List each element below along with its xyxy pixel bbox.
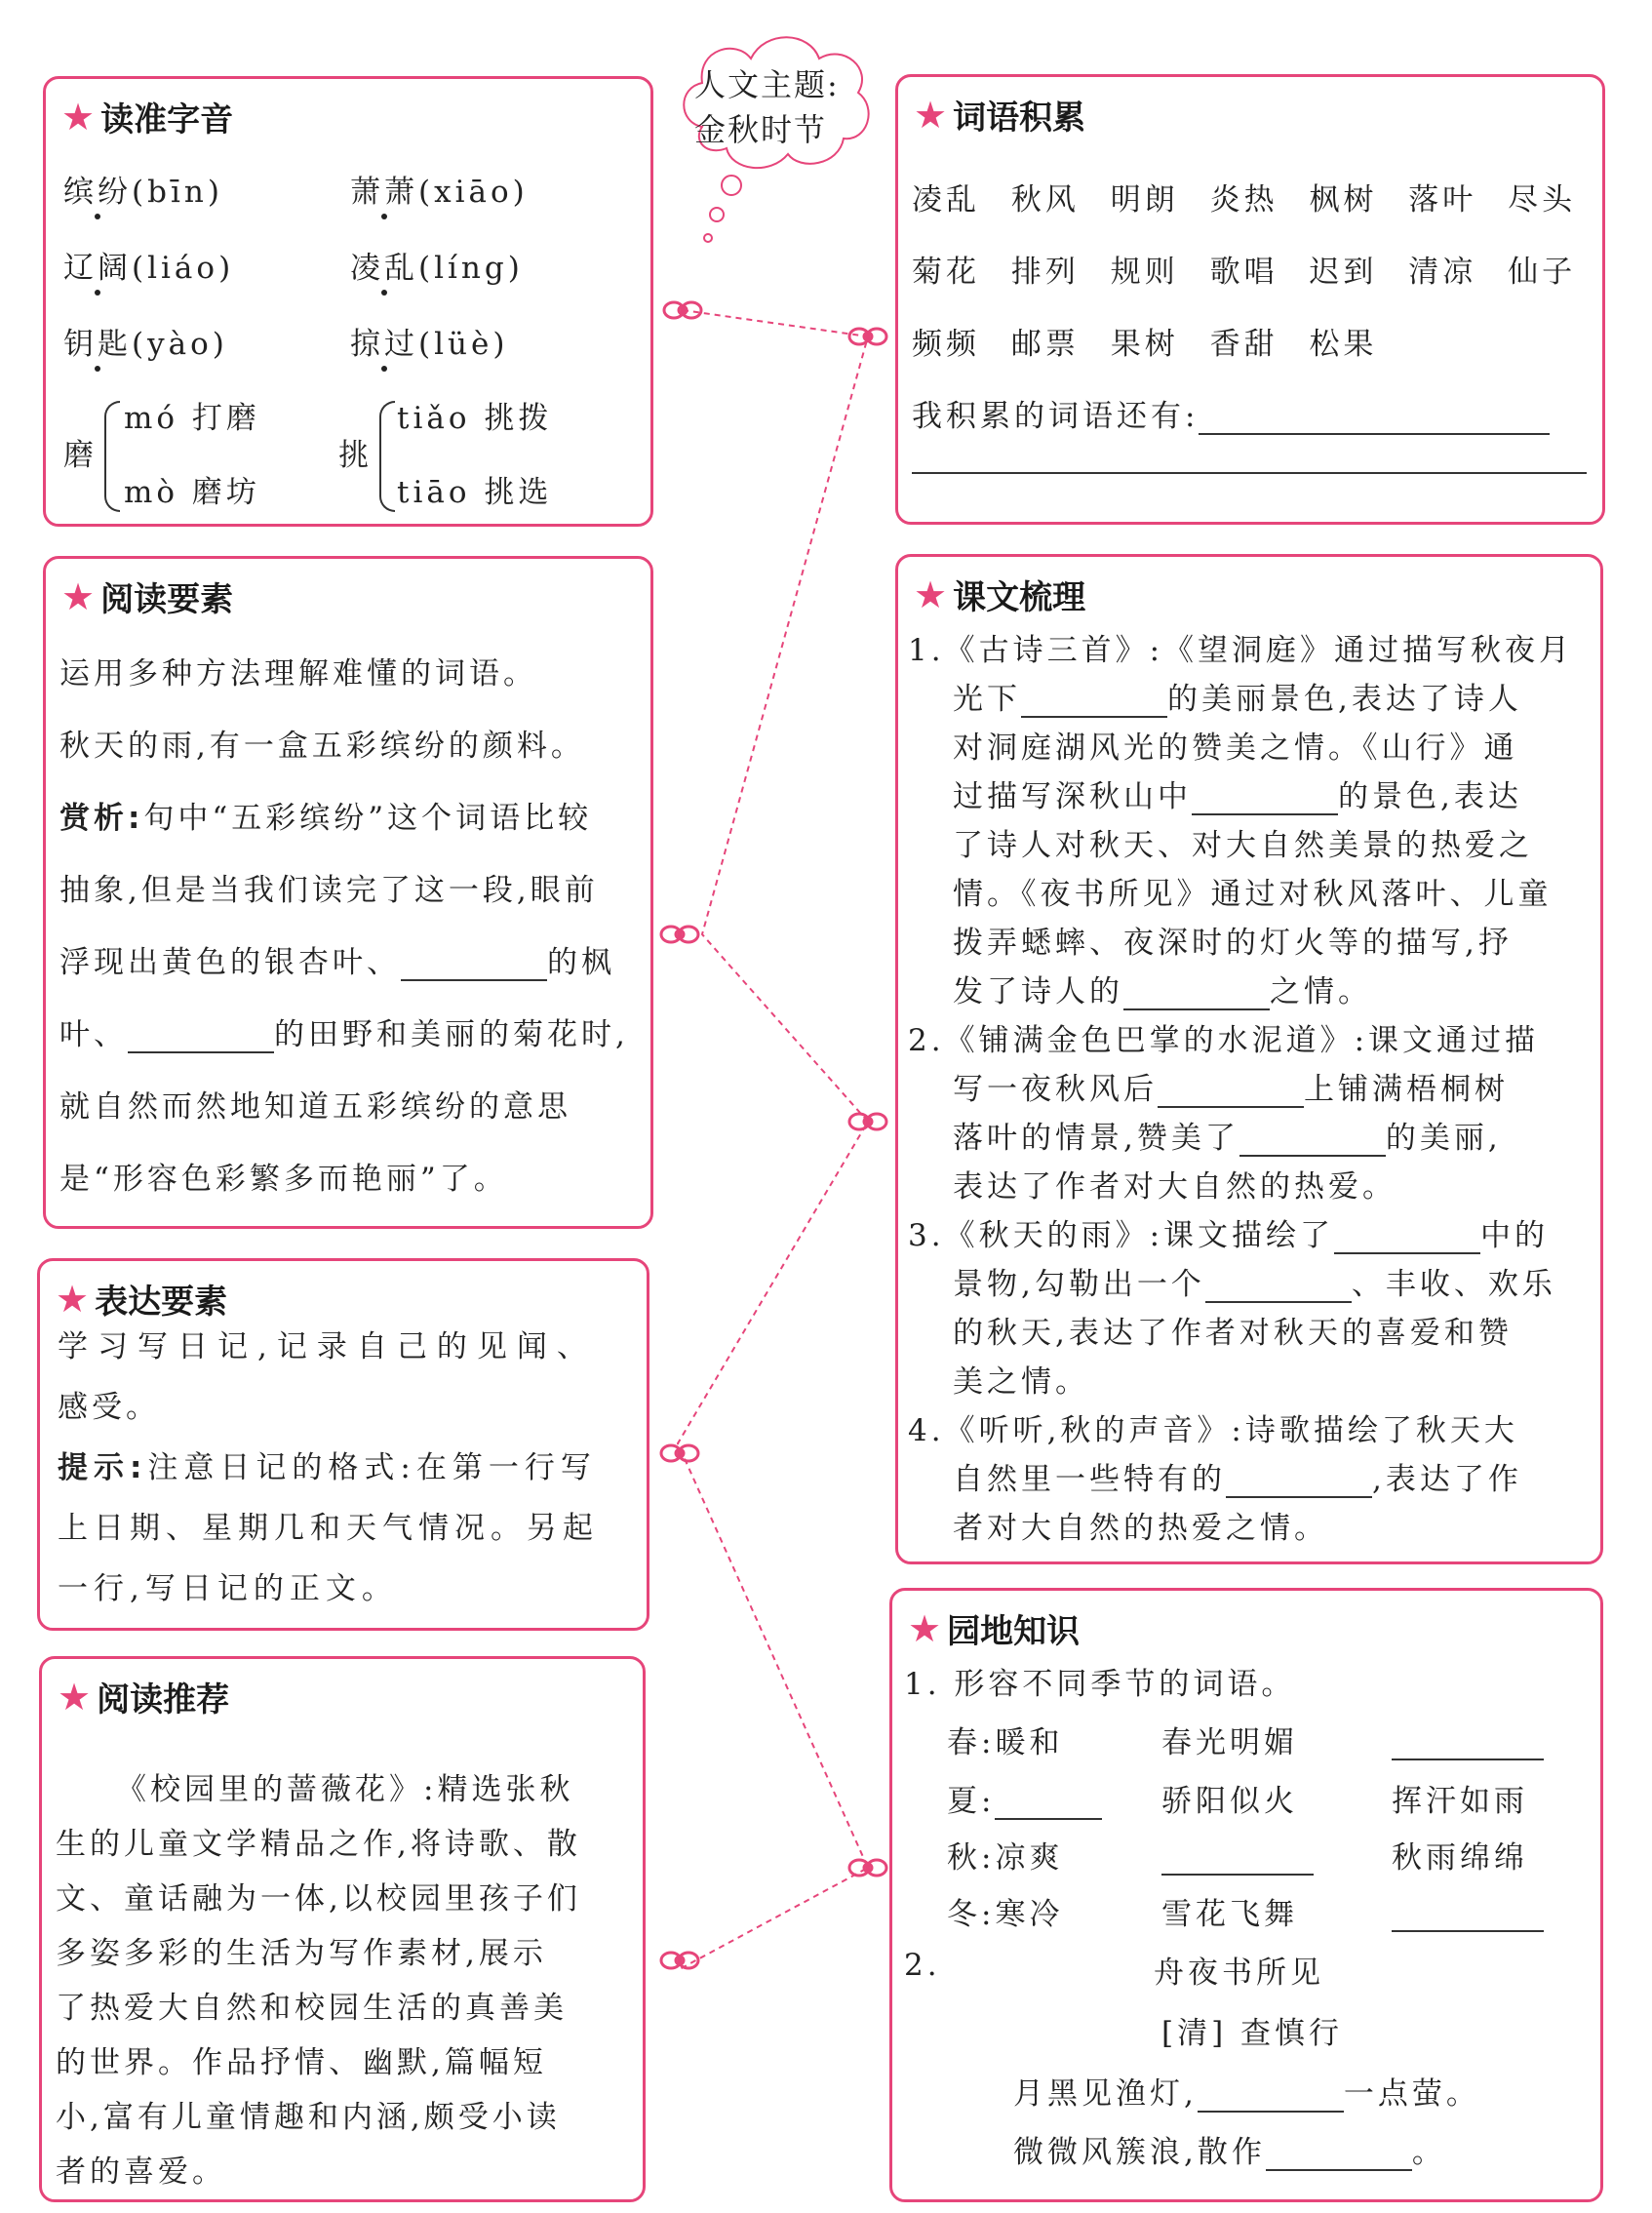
pron-row2b: 凌乱(líng) bbox=[350, 251, 524, 286]
lesson-p3-l2: 景物,勾勒出一个 、丰收、欢乐 bbox=[953, 1267, 1556, 1302]
lesson-p4-l3: 者对大自然的热爱之情。 bbox=[953, 1511, 1328, 1546]
lesson-p1-l3: 对洞庭湖风光的赞美之情。《山行》通 bbox=[953, 731, 1518, 766]
lesson-p3-l4: 美之情。 bbox=[953, 1364, 1089, 1400]
lesson-title: ★ 课文梳理 bbox=[914, 573, 1086, 617]
star-icon: ★ bbox=[914, 573, 948, 616]
bow-icon bbox=[664, 302, 701, 318]
garden-q1: 1. 形容不同季节的词语。 bbox=[904, 1667, 1296, 1702]
express-l4: 上日期、星期几和天气情况。另起 bbox=[58, 1511, 599, 1546]
bow-icon bbox=[849, 1114, 886, 1129]
summer-word2: 骄阳似火 bbox=[1161, 1784, 1298, 1819]
lesson-p4-l1: 4.《听听,秋的声音》:诗歌描绘了秋天大 bbox=[908, 1413, 1518, 1448]
blank[interactable] bbox=[1334, 1252, 1480, 1254]
poly1-r2: mò 磨坊 bbox=[124, 475, 260, 510]
express-element-box bbox=[37, 1258, 649, 1631]
brace-1 bbox=[104, 401, 120, 512]
blank[interactable] bbox=[1021, 716, 1167, 718]
lesson-p1-l4: 过描写深秋山中 的景色,表达 bbox=[953, 779, 1522, 814]
reading-l3: 赏析:句中“五彩缤纷”这个词语比较 bbox=[59, 801, 593, 836]
garden-title: ★ 园地知识 bbox=[908, 1606, 1081, 1651]
reading-l8: 是“形容色彩繁多而艳丽”了。 bbox=[59, 1162, 508, 1197]
summer-word3: 挥汗如雨 bbox=[1392, 1784, 1528, 1819]
reading-l5: 浮现出黄色的银杏叶、 的枫 bbox=[59, 945, 615, 980]
recommend-l7: 小,富有儿童情趣和内涵,颇受小读 bbox=[56, 2100, 561, 2135]
vocab-title: ★ 词语积累 bbox=[914, 93, 1086, 138]
spring-word2: 春光明媚 bbox=[1161, 1725, 1298, 1760]
recommend-box bbox=[39, 1656, 646, 2202]
lesson-p1-l7: 拨弄蟋蟀、夜深时的灯火等的描写,抒 bbox=[953, 926, 1513, 961]
blank[interactable] bbox=[1161, 1874, 1314, 1876]
poem-title: 舟夜书所见 bbox=[1154, 1956, 1324, 1991]
lesson-p2-l4: 表达了作者对大自然的热爱。 bbox=[953, 1169, 1396, 1205]
blank[interactable] bbox=[1392, 1930, 1544, 1932]
star-icon: ★ bbox=[61, 574, 96, 618]
lesson-p3-l3: 的秋天,表达了作者对秋天的喜爱和赞 bbox=[953, 1316, 1513, 1351]
theme-line1: 人文主题: bbox=[694, 66, 840, 103]
vocab-row3: 频频 邮票 果树 香甜 松果 bbox=[912, 327, 1378, 362]
blank[interactable] bbox=[995, 1818, 1102, 1820]
blank[interactable] bbox=[1198, 2111, 1344, 2113]
pron-row3a: 钥匙(yào) bbox=[63, 327, 228, 362]
recommend-l2: 生的儿童文学精品之作,将诗歌、散 bbox=[56, 1827, 581, 1862]
blank[interactable] bbox=[1192, 813, 1338, 815]
vocab-row1: 凌乱 秋风 明朗 炎热 枫树 落叶 尽头 bbox=[912, 182, 1577, 217]
lesson-p1-l8: 发了诗人的 之情。 bbox=[953, 974, 1372, 1009]
lesson-p2-l3: 落叶的情景,赞美了 的美丽, bbox=[953, 1121, 1502, 1156]
star-icon: ★ bbox=[61, 95, 96, 138]
express-l2: 感受。 bbox=[58, 1390, 160, 1425]
star-icon: ★ bbox=[58, 1675, 92, 1719]
pronounce-title: ★ 读准字音 bbox=[61, 95, 234, 139]
lesson-p1-l1: 1.《古诗三首》:《望洞庭》通过描写秋夜月 bbox=[908, 633, 1574, 668]
pron-row1a: 缤纷(bīn) bbox=[63, 175, 223, 210]
recommend-l3: 文、童话融为一体,以校园里孩子们 bbox=[56, 1881, 581, 1917]
vocab-box bbox=[895, 74, 1605, 525]
poly2-char: 挑 bbox=[338, 438, 373, 473]
lesson-p1-l6: 情。《夜书所见》通过对秋风落叶、儿童 bbox=[953, 877, 1553, 912]
summer-word1: 夏: bbox=[947, 1776, 1102, 1820]
poem-line1: 月黑见渔灯, 一点萤。 bbox=[1013, 2076, 1480, 2112]
recommend-l5: 了热爱大自然和校园生活的真善美 bbox=[56, 1991, 568, 2026]
bow-icon bbox=[661, 927, 698, 942]
blank[interactable] bbox=[1158, 1106, 1304, 1108]
theme-line2: 金秋时节 bbox=[694, 111, 828, 148]
reading-l6: 叶、 的田野和美丽的菊花时, bbox=[59, 1017, 629, 1052]
lesson-p2-l1: 2.《铺满金色巴掌的水泥道》:课文通过描 bbox=[908, 1023, 1540, 1058]
poly2-r1: tiǎo 挑拨 bbox=[397, 401, 553, 436]
recommend-l1: 《校园里的蔷薇花》:精选张秋 bbox=[116, 1772, 574, 1807]
blank[interactable] bbox=[1199, 433, 1550, 435]
lesson-p1-l5: 了诗人对秋天、对大自然美景的热爱之 bbox=[953, 828, 1533, 863]
bow-icon bbox=[661, 1445, 698, 1461]
bow-icon bbox=[849, 329, 886, 344]
blank[interactable] bbox=[1205, 1301, 1352, 1303]
recommend-l4: 多姿多彩的生活为写作素材,展示 bbox=[56, 1936, 547, 1971]
winter-word2: 雪花飞舞 bbox=[1161, 1897, 1298, 1932]
recommend-l8: 者的喜爱。 bbox=[56, 2154, 226, 2190]
poem-author: [清] 查慎行 bbox=[1161, 2016, 1344, 2051]
pron-row3b: 掠过(lüè) bbox=[350, 327, 509, 362]
lesson-box bbox=[895, 554, 1603, 1564]
pron-row1b: 萧萧(xiāo) bbox=[350, 175, 529, 210]
lesson-p4-l2: 自然里一些特有的 ,表达了作 bbox=[953, 1462, 1522, 1497]
autumn-word3: 秋雨绵绵 bbox=[1392, 1840, 1528, 1876]
vocab-row2: 菊花 排列 规则 歌唱 迟到 清凉 仙子 bbox=[912, 255, 1577, 290]
winter-word1: 冬:寒冷 bbox=[947, 1897, 1064, 1932]
reading-l4: 抽象,但是当我们读完了这一段,眼前 bbox=[59, 873, 599, 908]
blank-line[interactable] bbox=[912, 472, 1587, 474]
express-l3: 提示:注意日记的格式:在第一行写 bbox=[58, 1450, 597, 1485]
lesson-p1-l2: 光下 的美丽景色,表达了诗人 bbox=[953, 682, 1522, 717]
blank[interactable] bbox=[1226, 1496, 1372, 1498]
reading-l1: 运用多种方法理解难懂的词语。 bbox=[59, 656, 537, 692]
blank[interactable] bbox=[1392, 1759, 1544, 1760]
blank[interactable] bbox=[401, 979, 547, 981]
express-l5: 一行,写日记的正文。 bbox=[58, 1571, 398, 1606]
poem-line2: 微微风簇浪,散作 。 bbox=[1013, 2135, 1446, 2170]
poly1-char: 磨 bbox=[63, 438, 98, 473]
star-icon: ★ bbox=[56, 1277, 90, 1321]
brace-2 bbox=[379, 401, 395, 512]
reading-l2: 秋天的雨,有一盒五彩缤纷的颜料。 bbox=[59, 729, 585, 764]
garden-box bbox=[889, 1588, 1603, 2202]
garden-q2: 2. bbox=[904, 1948, 941, 1983]
vocab-more: 我积累的词语还有: bbox=[912, 391, 1550, 435]
bow-icon bbox=[849, 1860, 886, 1876]
recommend-title: ★ 阅读推荐 bbox=[58, 1675, 230, 1719]
lesson-p3-l1: 3.《秋天的雨》:课文描绘了 中的 bbox=[908, 1218, 1550, 1253]
autumn-word1: 秋:凉爽 bbox=[947, 1840, 1064, 1876]
pron-row2a: 辽阔(liáo) bbox=[63, 251, 235, 286]
recommend-l6: 的世界。作品抒情、幽默,篇幅短 bbox=[56, 2045, 547, 2080]
star-icon: ★ bbox=[914, 93, 948, 137]
reading-l7: 就自然而然地知道五彩缤纷的意思 bbox=[59, 1089, 571, 1125]
blank[interactable] bbox=[128, 1051, 274, 1053]
pronounce-box bbox=[43, 76, 653, 527]
reading-element-box bbox=[43, 556, 653, 1229]
bow-icon bbox=[661, 1953, 698, 1968]
express-element-title: ★ 表达要素 bbox=[56, 1277, 228, 1322]
star-icon: ★ bbox=[908, 1606, 942, 1650]
blank[interactable] bbox=[1239, 1155, 1386, 1157]
blank[interactable] bbox=[1266, 2169, 1412, 2171]
theme-cloud bbox=[673, 20, 878, 254]
poly2-r2: tiāo 挑选 bbox=[397, 475, 553, 510]
poly1-r1: mó 打磨 bbox=[124, 401, 260, 436]
express-l1: 学习写日记,记录自己的见闻、 bbox=[58, 1329, 597, 1364]
lesson-p2-l2: 写一夜秋风后 上铺满梧桐树 bbox=[953, 1072, 1509, 1107]
spring-word1: 春:暖和 bbox=[947, 1725, 1064, 1760]
blank[interactable] bbox=[1123, 1008, 1270, 1010]
reading-element-title: ★ 阅读要素 bbox=[61, 574, 234, 619]
